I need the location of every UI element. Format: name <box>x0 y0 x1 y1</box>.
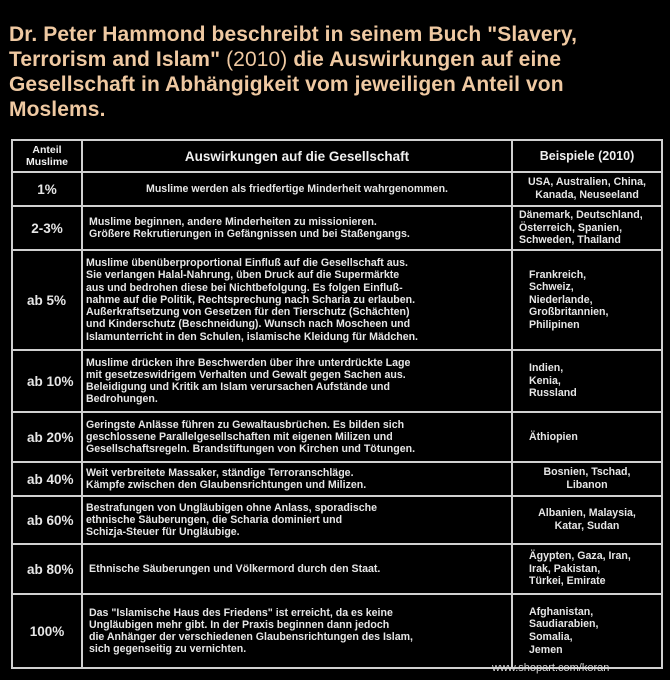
example-line: Kanada, Neuseeland <box>535 189 639 201</box>
example-line: Katar, Sudan <box>554 520 620 532</box>
effect-cell <box>82 250 512 350</box>
effect-line: Bedrohungen. <box>86 393 158 406</box>
effect-line: mit gesetzeswidrigem Verhalten und Gewalt gegen Sachen aus. <box>86 368 406 381</box>
example-line: Dänemark, Deutschland, <box>519 209 643 222</box>
example-line: Großbritannien, <box>529 306 609 319</box>
examples-cell <box>512 412 662 462</box>
table-row <box>12 250 662 350</box>
effect-line: geschlossene Parallelgesellschaften mit eigenen Milizen und <box>86 430 393 443</box>
table-header-row <box>12 140 662 172</box>
examples-cell <box>512 206 662 250</box>
example-line: Bosnien, Tschad, <box>543 466 631 479</box>
effect-line: Größere Rekrutierungen in Gefängnissen und bei Staßengangs. <box>89 228 410 240</box>
table-row <box>12 594 662 668</box>
effect-line: Ethnische Säuberungen und Völkermord durch den Staat. <box>89 562 381 575</box>
examples-cell <box>512 350 662 412</box>
examples-cell <box>512 496 662 544</box>
effect-line: Sie verlangen Halal-Nahrung, üben Druck auf die Supermärkte <box>86 269 400 282</box>
effect-line: aus und bedrohen diese bei Nichtbefolgung. Es folgen Einfluß- <box>86 281 403 294</box>
table-row <box>12 496 662 544</box>
example-line: Niederlande, <box>529 293 593 306</box>
effect-cell <box>82 172 512 206</box>
effect-cell <box>82 544 512 594</box>
effect-cell <box>82 412 512 462</box>
effect-line: Außerkraftsetzung von Gesetzen für den Tierschutz (Schächten) <box>86 306 410 319</box>
example-line: Schweden, Thailand <box>519 234 621 247</box>
examples-cell <box>512 462 662 496</box>
effect-line: Bestrafungen von Ungläubigen ohne Anlass, sporadische <box>86 501 377 514</box>
share-cell: 100% <box>12 594 82 668</box>
example-line: Philipinen <box>529 318 580 331</box>
example-line: Libanon <box>566 479 608 491</box>
example-line: Afghanistan, <box>529 605 594 618</box>
effect-cell <box>82 206 512 250</box>
share-cell: 2-3% <box>12 206 82 250</box>
table-row <box>12 350 662 412</box>
example-line: Frankreich, <box>529 268 587 281</box>
effect-cell <box>82 462 512 496</box>
effect-line: und Kinderschutz (Beschneidung). Wunsch nach Moscheen und <box>86 318 411 331</box>
effect-line: Schizja-Steuer für Ungläubige. <box>86 526 240 539</box>
effect-line: Ungläubigen mehr gibt. In der Praxis beginnen dann jedoch <box>89 618 390 631</box>
header-examples: Beispiele (2010) <box>512 140 662 172</box>
examples-cell <box>512 250 662 350</box>
header-effects: Auswirkungen auf die Gesellschaft <box>82 140 512 172</box>
share-cell: 1% <box>12 172 82 206</box>
example-line: Saudiarabien, <box>529 618 599 631</box>
effect-line: Muslime beginnen, andere Minderheiten zu missionieren. <box>89 215 377 228</box>
effect-cell <box>82 350 512 412</box>
table-row <box>12 172 662 206</box>
share-cell: ab 60% <box>12 496 82 544</box>
effect-cell <box>82 594 512 668</box>
example-line: USA, Australien, China, <box>528 176 646 189</box>
example-line: Russland <box>529 387 577 400</box>
effect-cell <box>82 496 512 544</box>
title-year: (2010) <box>226 48 288 71</box>
effect-line: nahme auf die Politik, Rechtsprechung nach Scharia zu erlauben. <box>86 293 416 306</box>
effect-line: Geringste Anlässe führen zu Gewaltausbrüchen. Es bilden sich <box>86 418 405 431</box>
example-line: Schweiz, <box>529 281 574 294</box>
effect-line: Kämpfe zwischen den Glaubensrichtungen und Milizen. <box>86 479 367 491</box>
share-cell: ab 10% <box>12 350 82 412</box>
effect-line: Muslime übenüberproportional Einfluß auf die Gesellschaft aus. <box>86 257 408 270</box>
example-line: Jemen <box>529 643 563 656</box>
title-part-2: die Auswirkungen auf eine Gesellschaft in Abhängigkeit vom jeweiligen Anteil von Moslems. <box>9 48 564 121</box>
watermark-url: www.shopart.com/koran <box>492 662 610 674</box>
table-row <box>12 206 662 250</box>
page-title <box>9 22 664 122</box>
title-part-1: Dr. Peter Hammond beschreibt in seinem Buch "Slavery, Terrorism and Islam" <box>9 23 578 71</box>
example-line: Somalia, <box>529 631 573 643</box>
example-line: Kenia, <box>529 374 561 387</box>
examples-cell <box>512 544 662 594</box>
effect-line: Das "Islamische Haus des Friedens" ist erreicht, da es keine <box>89 606 393 619</box>
example-line: Indien, <box>529 362 564 375</box>
effect-line: Islamunterricht in den Schulen, islamische Kleidung für Mädchen. <box>86 330 419 343</box>
examples-cell <box>512 594 662 668</box>
example-line: Äthiopien <box>529 430 578 443</box>
example-line: Österreich, Spanien, <box>519 221 623 234</box>
examples-cell <box>512 172 662 206</box>
example-line: Albanien, Malaysia, <box>538 507 636 520</box>
table-row <box>12 462 662 496</box>
share-cell: ab 5% <box>12 250 82 350</box>
effect-line: sich gegenseitig zu vernichten. <box>89 643 247 656</box>
table-row <box>12 412 662 462</box>
effect-line: Beleidigung und Kritik am Islam verursachen Aufstände und <box>86 381 390 393</box>
example-line: Türkei, Emirate <box>529 575 606 588</box>
effect-line: Weit verbreitete Massaker, ständige Terroranschläge. <box>86 466 354 479</box>
effect-line: Muslime drücken ihre Beschwerden über ihre unterdrückte Lage <box>86 356 411 369</box>
example-line: Irak, Pakistan, <box>529 562 601 575</box>
effect-line: Gesellschaftsregeln. Brandstiftungen von Kirchen und Tötungen. <box>86 443 416 456</box>
share-cell: ab 20% <box>12 412 82 462</box>
effect-line: ethnische Säuberungen, die Scharia dominiert und <box>86 513 343 526</box>
effect-line: Muslime werden als friedfertige Minderheit wahrgenommen. <box>146 182 448 195</box>
header-share <box>12 140 82 172</box>
share-cell: ab 80% <box>12 544 82 594</box>
example-line: Ägypten, Gaza, Iran, <box>529 550 631 563</box>
table-row <box>12 544 662 594</box>
header-share-line-1: Anteil <box>32 144 62 156</box>
header-share-line-2: Muslime <box>25 156 68 168</box>
effect-line: die Anhänger der verschiedenen Glaubensrichtungen des Islam, <box>89 631 413 643</box>
share-cell: ab 40% <box>12 462 82 496</box>
impact-table <box>11 139 663 669</box>
